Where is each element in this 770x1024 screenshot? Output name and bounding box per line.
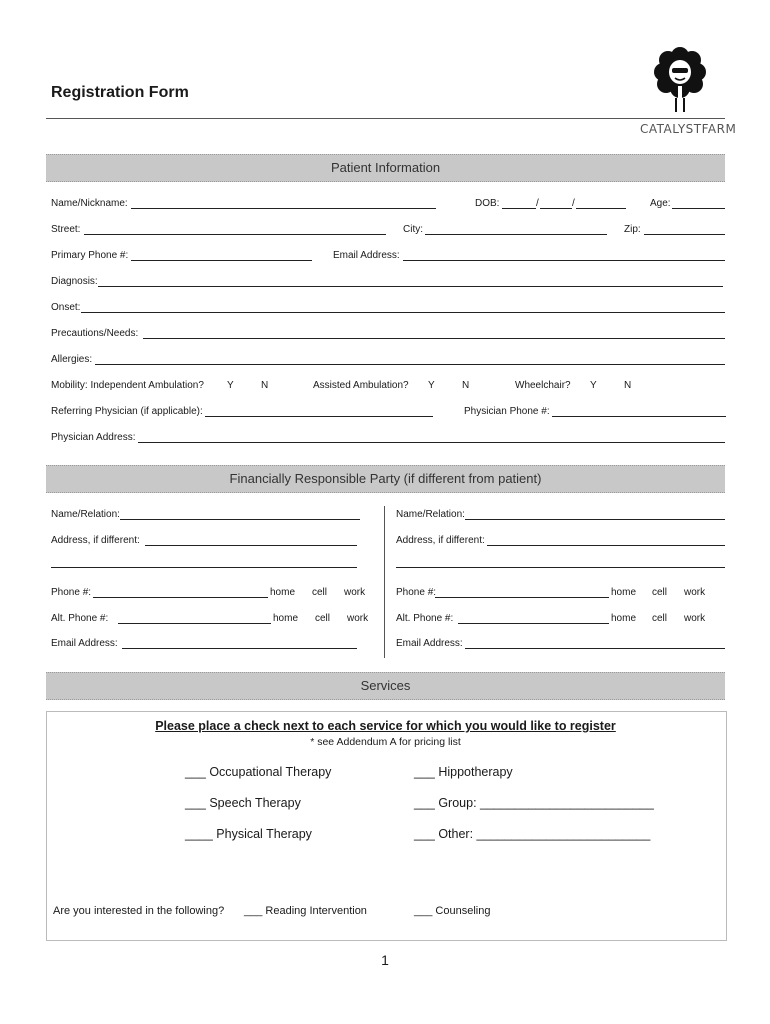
dob-separator: /	[536, 198, 539, 209]
left-alt-phone-label: Alt. Phone #:	[51, 613, 109, 624]
reading-intervention-option[interactable]: ___ Reading Intervention	[244, 905, 367, 917]
diagnosis-field[interactable]	[98, 286, 723, 287]
left-alt-cell-option[interactable]: cell	[315, 613, 331, 624]
right-phone-label: Phone #:	[396, 587, 437, 598]
right-alt-work-option[interactable]: work	[684, 613, 706, 624]
physician-phone-field[interactable]	[552, 416, 726, 417]
left-name-relation-label: Name/Relation:	[51, 509, 120, 520]
wheelchair-label: Wheelchair?	[515, 380, 571, 391]
primary-phone-label: Primary Phone #:	[51, 250, 129, 261]
speech-therapy-option[interactable]: ___ Speech Therapy	[185, 796, 301, 810]
city-field[interactable]	[425, 234, 607, 235]
other-option[interactable]: ___ Other: _________________________	[414, 827, 651, 841]
wheelchair-yes-option[interactable]: Y	[590, 380, 597, 391]
logo-text: CATALYSTFARM	[640, 122, 737, 136]
primary-phone-field[interactable]	[131, 260, 312, 261]
dob-day-field[interactable]	[540, 208, 572, 209]
section-header-services: Services	[46, 672, 725, 700]
right-email-label: Email Address:	[396, 638, 463, 649]
right-address-line-2[interactable]	[396, 567, 725, 568]
section-header-patient: Patient Information	[46, 154, 725, 182]
right-phone-field[interactable]	[435, 597, 609, 598]
independent-no-option[interactable]: N	[261, 380, 269, 391]
left-phone-cell-option[interactable]: cell	[312, 587, 328, 598]
hippotherapy-option[interactable]: ___ Hippotherapy	[414, 765, 513, 779]
left-email-field[interactable]	[122, 648, 357, 649]
services-pricing-note: * see Addendum A for pricing list	[310, 736, 461, 748]
mobility-label: Mobility: Independent Ambulation?	[51, 380, 204, 391]
dob-year-field[interactable]	[576, 208, 626, 209]
independent-yes-option[interactable]: Y	[227, 380, 234, 391]
right-name-relation-label: Name/Relation:	[396, 509, 465, 520]
interested-label: Are you interested in the following?	[53, 905, 225, 917]
assisted-no-option[interactable]: N	[462, 380, 470, 391]
referring-physician-label: Referring Physician (if applicable):	[51, 406, 203, 417]
left-address-line-2[interactable]	[51, 567, 357, 568]
right-alt-cell-option[interactable]: cell	[652, 613, 668, 624]
onset-label: Onset:	[51, 302, 81, 313]
allergies-label: Allergies:	[51, 354, 93, 365]
right-name-relation-field[interactable]	[465, 519, 725, 520]
physician-address-field[interactable]	[138, 442, 725, 443]
physician-address-label: Physician Address:	[51, 432, 136, 443]
wheelchair-no-option[interactable]: N	[624, 380, 632, 391]
street-label: Street:	[51, 224, 81, 235]
left-phone-home-option[interactable]: home	[270, 587, 296, 598]
right-phone-work-option[interactable]: work	[684, 587, 706, 598]
dob-separator: /	[572, 198, 575, 209]
left-name-relation-field[interactable]	[120, 519, 360, 520]
name-label: Name/Nickname:	[51, 198, 128, 209]
left-phone-work-option[interactable]: work	[344, 587, 366, 598]
left-alt-work-option[interactable]: work	[347, 613, 369, 624]
email-label: Email Address:	[333, 250, 400, 261]
email-field[interactable]	[403, 260, 725, 261]
diagnosis-label: Diagnosis:	[51, 276, 98, 287]
occupational-therapy-option[interactable]: ___ Occupational Therapy	[185, 765, 332, 779]
left-phone-label: Phone #:	[51, 587, 92, 598]
assisted-yes-option[interactable]: Y	[428, 380, 435, 391]
right-address-label: Address, if different:	[396, 535, 485, 546]
right-phone-cell-option[interactable]: cell	[652, 587, 668, 598]
right-alt-phone-label: Alt. Phone #:	[396, 613, 454, 624]
city-label: City:	[403, 224, 423, 235]
header-divider	[46, 118, 725, 119]
group-option[interactable]: ___ Group: _________________________	[414, 796, 654, 810]
right-alt-home-option[interactable]: home	[611, 613, 637, 624]
left-address-field[interactable]	[145, 545, 357, 546]
zip-label: Zip:	[624, 224, 641, 235]
allergies-field[interactable]	[95, 364, 725, 365]
referring-physician-field[interactable]	[205, 416, 433, 417]
assisted-label: Assisted Ambulation?	[313, 380, 409, 391]
page-title: Registration Form	[51, 84, 189, 101]
left-alt-phone-field[interactable]	[118, 623, 271, 624]
right-phone-home-option[interactable]: home	[611, 587, 637, 598]
age-label: Age:	[650, 198, 671, 209]
zip-field[interactable]	[644, 234, 725, 235]
left-address-label: Address, if different:	[51, 535, 140, 546]
left-phone-field[interactable]	[93, 597, 268, 598]
onset-field[interactable]	[81, 312, 725, 313]
street-field[interactable]	[84, 234, 386, 235]
name-field[interactable]	[131, 208, 436, 209]
age-field[interactable]	[672, 208, 725, 209]
right-email-field[interactable]	[465, 648, 725, 649]
left-email-label: Email Address:	[51, 638, 118, 649]
left-alt-home-option[interactable]: home	[273, 613, 299, 624]
dob-label: DOB:	[475, 198, 500, 209]
right-alt-phone-field[interactable]	[458, 623, 609, 624]
services-instructions: Please place a check next to each service for which you would like to register	[155, 719, 616, 733]
column-divider	[384, 506, 385, 658]
counseling-option[interactable]: ___ Counseling	[414, 905, 491, 917]
precautions-label: Precautions/Needs:	[51, 328, 139, 339]
right-address-field[interactable]	[487, 545, 725, 546]
dob-month-field[interactable]	[502, 208, 536, 209]
section-header-financial: Financially Responsible Party (if different from patient)	[46, 465, 725, 493]
physical-therapy-option[interactable]: ____ Physical Therapy	[185, 827, 312, 841]
physician-phone-label: Physician Phone #:	[464, 406, 550, 417]
page-number: 1	[381, 952, 389, 968]
precautions-field[interactable]	[143, 338, 725, 339]
sheep-mascot-icon	[652, 46, 708, 118]
